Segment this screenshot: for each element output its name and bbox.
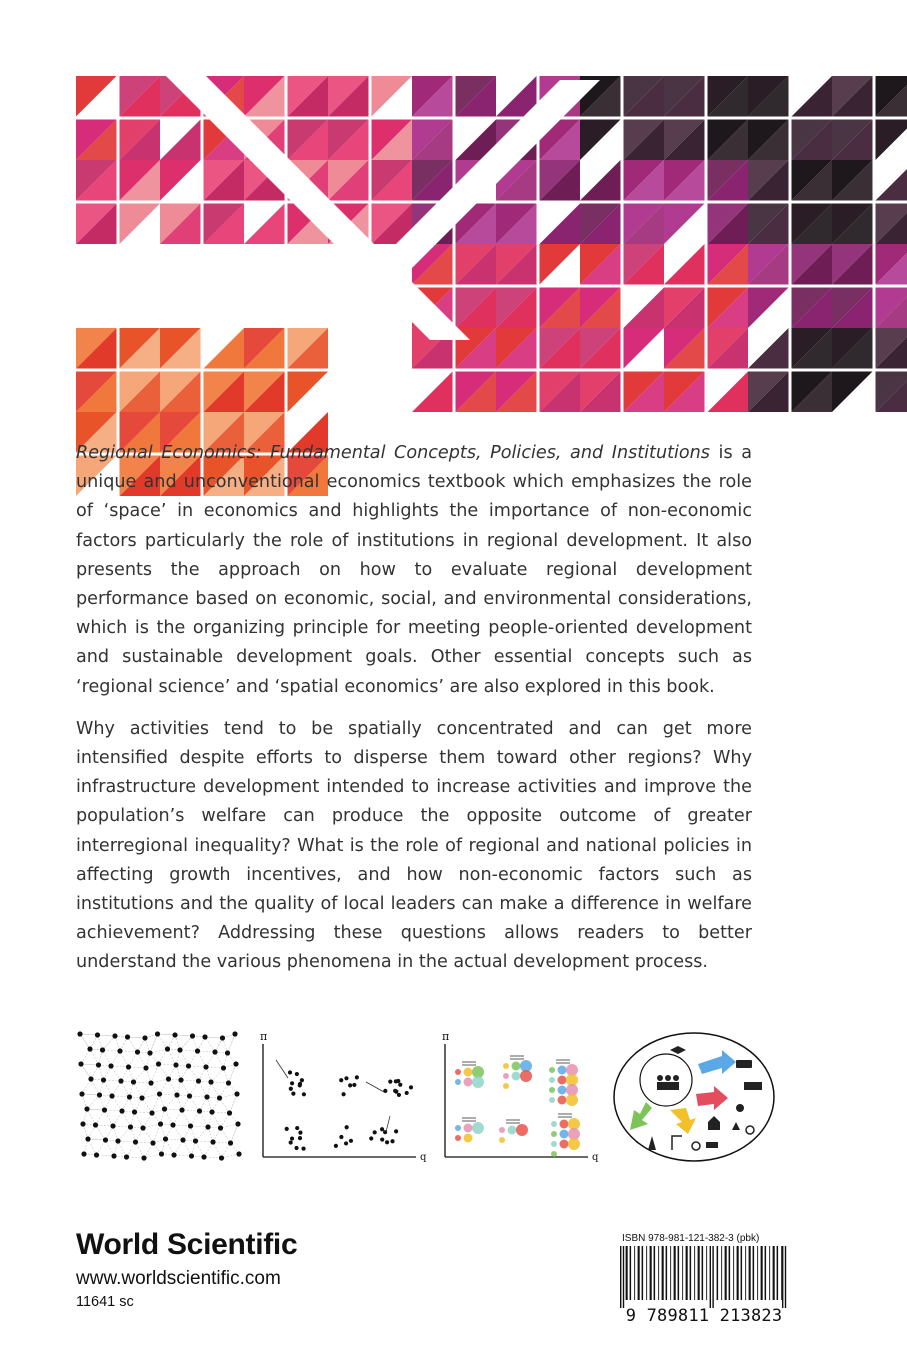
network-node: [219, 1155, 224, 1160]
mosaic-triangle: [204, 328, 245, 369]
mosaic-triangle: [580, 120, 621, 161]
cluster-dot: [341, 1092, 345, 1096]
bubble: [549, 1077, 555, 1083]
publisher-url: www.worldscientific.com: [76, 1268, 281, 1289]
bubble: [551, 1131, 557, 1137]
network-node: [97, 1092, 102, 1097]
bubble: [472, 1122, 484, 1134]
bubble: [455, 1135, 461, 1141]
network-node: [119, 1108, 124, 1113]
cluster-dot: [290, 1081, 294, 1085]
mosaic-triangle: [412, 372, 453, 413]
mosaic-triangle: [664, 204, 705, 245]
network-node: [131, 1079, 136, 1084]
cluster-dot: [385, 1140, 389, 1144]
cluster-dot: [345, 1125, 349, 1129]
cluster-dot: [339, 1135, 343, 1139]
network-node: [173, 1062, 178, 1067]
bubble: [560, 1120, 569, 1129]
network-node: [163, 1136, 168, 1141]
bubble: [464, 1124, 473, 1133]
network-node: [125, 1034, 130, 1039]
network-node: [127, 1094, 132, 1099]
network-node: [171, 1152, 176, 1157]
description-paragraph-2: Why activities tend to be spatially concentrated and can get more intensified despite efforts to disperse them toward other regions? Why infrastructure development intended to increase activities and improve the population’s welfare can produce the opposite outcome of greater interregional inequality? What is the role of regional and national policies in affecting growth incentives, and how non-economic factors such as institutions and the quality of local leaders can make a difference in welfare achievement? Addressing these questions allows readers to better understand the various phenomena in the actual development process.: [76, 718, 752, 973]
barcode: [618, 1246, 790, 1308]
mosaic-triangle: [120, 204, 161, 245]
cluster-dot: [355, 1075, 359, 1079]
development-cycle-diagram-thumbnail: [610, 1030, 778, 1165]
network-node: [133, 1139, 138, 1144]
ship-icon: [706, 1142, 718, 1148]
bubble: [464, 1078, 473, 1087]
mosaic-triangle: [876, 120, 907, 161]
network-node: [109, 1093, 114, 1098]
bubble: [549, 1097, 555, 1103]
cluster-dot: [393, 1089, 397, 1093]
network-node: [149, 1110, 154, 1115]
cluster-dot: [349, 1139, 353, 1143]
network-node: [204, 1094, 209, 1099]
network-node: [140, 1125, 145, 1130]
book-title-italic: Regional Economics: Fundamental Concepts, Policies, and Institutions: [76, 443, 710, 463]
network-node: [110, 1123, 115, 1128]
cluster-dot: [405, 1091, 409, 1095]
network-node: [221, 1065, 226, 1070]
network-node: [124, 1154, 129, 1159]
bubble: [558, 1066, 567, 1075]
network-node: [118, 1078, 123, 1083]
cluster-dot: [397, 1093, 401, 1097]
network-node: [128, 1124, 133, 1129]
mosaic-triangle: [76, 76, 117, 117]
network-node: [87, 1046, 92, 1051]
network-node: [218, 1125, 223, 1130]
network-node: [77, 1031, 82, 1036]
mosaic-triangle: [540, 244, 581, 285]
network-node: [226, 1080, 231, 1085]
network-node: [232, 1031, 237, 1036]
mosaic-triangle: [372, 76, 413, 117]
network-node: [234, 1091, 239, 1096]
cluster-dot: [288, 1070, 292, 1074]
bubble: [558, 1096, 567, 1105]
cluster-dot: [394, 1129, 398, 1133]
mosaic-triangle: [580, 160, 621, 201]
bubble: [472, 1076, 484, 1088]
bubble: [568, 1138, 580, 1150]
cluster-dot: [300, 1078, 304, 1082]
description-paragraph-1-text: is a unique and unconventional economics textbook which emphasizes the role of ‘space’ in economics and highlights the importance of non-economic factors particularly the role of institutions in regional development. It also presents the approach on how to evaluate regional development performance based on economic, social, and environmental considerations, which is the organizing principle for meeting people-oriented development and sustainable development goals. Other essential concepts such as ‘regional science’ and ‘spatial economics’ are also explored in this book.: [76, 443, 752, 697]
cluster-dot: [348, 1083, 352, 1087]
network-node: [233, 1061, 238, 1066]
cluster-dot: [334, 1144, 338, 1148]
cover-description: [76, 439, 752, 978]
network-node: [165, 1046, 170, 1051]
cluster-dot: [291, 1092, 295, 1096]
bubble: [455, 1069, 461, 1075]
bubble: [512, 1072, 521, 1081]
cluster-dot: [398, 1083, 402, 1087]
network-graph-thumbnail: [76, 1030, 244, 1165]
network-node: [84, 1106, 89, 1111]
network-node: [210, 1139, 215, 1144]
network-node: [143, 1065, 148, 1070]
network-node: [195, 1048, 200, 1053]
network-node: [111, 1153, 116, 1158]
network-node: [180, 1137, 185, 1142]
network-node: [197, 1108, 202, 1113]
network-node: [186, 1063, 191, 1068]
cluster-dot: [295, 1126, 299, 1130]
bubble: [549, 1087, 555, 1093]
bubble: [551, 1151, 557, 1157]
chart1-y-label: π: [260, 1030, 268, 1043]
network-node: [190, 1033, 195, 1038]
network-node: [174, 1092, 179, 1097]
network-node: [80, 1121, 85, 1126]
network-node: [193, 1138, 198, 1143]
bubble: [560, 1130, 569, 1139]
cluster-dot: [295, 1072, 299, 1076]
cluster-dot: [285, 1127, 289, 1131]
cluster-dot: [383, 1089, 387, 1093]
mosaic-triangle: [160, 160, 201, 201]
network-node: [157, 1091, 162, 1096]
network-node: [220, 1035, 225, 1040]
publisher-name: World Scientific: [76, 1228, 298, 1261]
network-node: [189, 1153, 194, 1158]
network-node: [103, 1137, 108, 1142]
cluster-dot: [380, 1127, 384, 1131]
bubble: [551, 1121, 557, 1127]
network-node: [79, 1091, 84, 1096]
publisher-block: [76, 1228, 297, 1310]
network-node: [209, 1109, 214, 1114]
network-node: [196, 1078, 201, 1083]
cluster-dot: [339, 1078, 343, 1082]
network-node: [102, 1107, 107, 1112]
network-node: [228, 1140, 233, 1145]
chart1-x-label: q: [420, 1152, 427, 1163]
network-node: [126, 1064, 131, 1069]
cluster-dot: [289, 1087, 293, 1091]
network-node: [85, 1136, 90, 1141]
cluster-dot: [409, 1085, 413, 1089]
network-node: [147, 1050, 152, 1055]
network-node: [81, 1151, 86, 1156]
network-node: [139, 1095, 144, 1100]
bubble: [499, 1127, 505, 1133]
network-node: [162, 1106, 167, 1111]
bubble: [464, 1134, 473, 1143]
isbn-digits: 9 789811 213823: [625, 1306, 783, 1326]
network-node: [94, 1152, 99, 1157]
network-node: [217, 1095, 222, 1100]
mosaic-triangle: [748, 288, 789, 329]
cluster-dot: [388, 1080, 392, 1084]
publisher-code: 11641 sc: [76, 1294, 134, 1310]
mosaic-triangle: [624, 328, 665, 369]
mosaic-triangle: [748, 328, 789, 369]
bubble: [516, 1124, 528, 1136]
mosaic-triangle: [160, 120, 201, 161]
network-node: [235, 1121, 240, 1126]
cluster-dot: [352, 1083, 356, 1087]
description-paragraph-1: [76, 439, 752, 702]
bubble: [503, 1083, 509, 1089]
network-node: [108, 1063, 113, 1068]
cluster-dot: [294, 1146, 298, 1150]
network-node: [187, 1093, 192, 1098]
network-node: [115, 1138, 120, 1143]
bubble: [499, 1137, 505, 1143]
bubble: [558, 1076, 567, 1085]
cluster-dot: [344, 1076, 348, 1080]
bubble-plot-thumbnail: [440, 1030, 600, 1165]
network-node: [78, 1061, 83, 1066]
cluster-dot: [396, 1079, 400, 1083]
network-node: [95, 1032, 100, 1037]
bubble: [503, 1073, 509, 1079]
bubble: [512, 1062, 521, 1071]
cluster-dot: [298, 1130, 302, 1134]
bubble: [520, 1070, 532, 1082]
bubble: [464, 1068, 473, 1077]
cluster-dot: [298, 1083, 302, 1087]
network-node: [93, 1122, 98, 1127]
network-node: [100, 1047, 105, 1052]
bubble: [503, 1063, 509, 1069]
cluster-dot: [302, 1092, 306, 1096]
mosaic-triangle: [664, 244, 705, 285]
network-node: [205, 1124, 210, 1129]
bubble: [551, 1141, 557, 1147]
factory-icon: [744, 1082, 762, 1090]
mosaic-triangle: [540, 204, 581, 245]
cluster-dot: [369, 1136, 373, 1140]
cluster-plot-thumbnail: [258, 1030, 428, 1165]
bubble: [455, 1079, 461, 1085]
network-node: [166, 1076, 171, 1081]
network-node: [148, 1080, 153, 1085]
network-node: [112, 1033, 117, 1038]
network-node: [203, 1064, 208, 1069]
mosaic-triangle: [244, 204, 285, 245]
network-node: [142, 1035, 147, 1040]
network-node: [225, 1050, 230, 1055]
truck-icon: [736, 1060, 752, 1068]
network-node: [132, 1109, 137, 1114]
bubble: [560, 1140, 569, 1149]
network-node: [178, 1077, 183, 1082]
mosaic-triangle: [624, 288, 665, 329]
bubble: [549, 1067, 555, 1073]
mosaic-triangle: [876, 160, 907, 201]
network-node: [150, 1140, 155, 1145]
network-node: [117, 1048, 122, 1053]
network-node: [201, 1154, 206, 1159]
cluster-dot: [301, 1146, 305, 1150]
cluster-dot: [344, 1141, 348, 1145]
network-node: [188, 1123, 193, 1128]
cluster-dot: [373, 1130, 377, 1134]
network-node: [156, 1061, 161, 1066]
mosaic-triangle: [288, 372, 329, 413]
cluster-dot: [390, 1139, 394, 1143]
chart2-x-label: q: [592, 1152, 599, 1163]
mosaic-triangle: [832, 372, 873, 413]
network-node: [202, 1034, 207, 1039]
bubble: [455, 1125, 461, 1131]
network-node: [158, 1121, 163, 1126]
network-node: [170, 1122, 175, 1127]
network-node: [96, 1062, 101, 1067]
network-node: [155, 1031, 160, 1036]
isbn-block: [618, 1233, 790, 1326]
network-node: [236, 1151, 241, 1156]
network-node: [227, 1110, 232, 1115]
people-icon: [657, 1075, 679, 1090]
network-node: [172, 1032, 177, 1037]
bubble: [566, 1094, 578, 1106]
cluster-dot: [289, 1140, 293, 1144]
network-node: [88, 1076, 93, 1081]
cluster-dot: [298, 1136, 302, 1140]
network-node: [159, 1151, 164, 1156]
network-node: [101, 1077, 106, 1082]
bubble: [508, 1126, 517, 1135]
network-node: [212, 1049, 217, 1054]
mosaic-triangle: [792, 76, 833, 117]
network-node: [177, 1047, 182, 1052]
network-node: [135, 1049, 140, 1054]
bubble: [558, 1086, 567, 1095]
network-node: [179, 1107, 184, 1112]
network-node: [141, 1155, 146, 1160]
cluster-dot: [290, 1136, 294, 1140]
person-icon: [736, 1104, 744, 1112]
chart2-y-label: π: [442, 1030, 450, 1043]
isbn-text: ISBN 978-981-121-382-3 (pbk): [622, 1233, 760, 1244]
network-node: [208, 1079, 213, 1084]
cluster-dot: [380, 1137, 384, 1141]
mosaic-triangle: [708, 372, 749, 413]
